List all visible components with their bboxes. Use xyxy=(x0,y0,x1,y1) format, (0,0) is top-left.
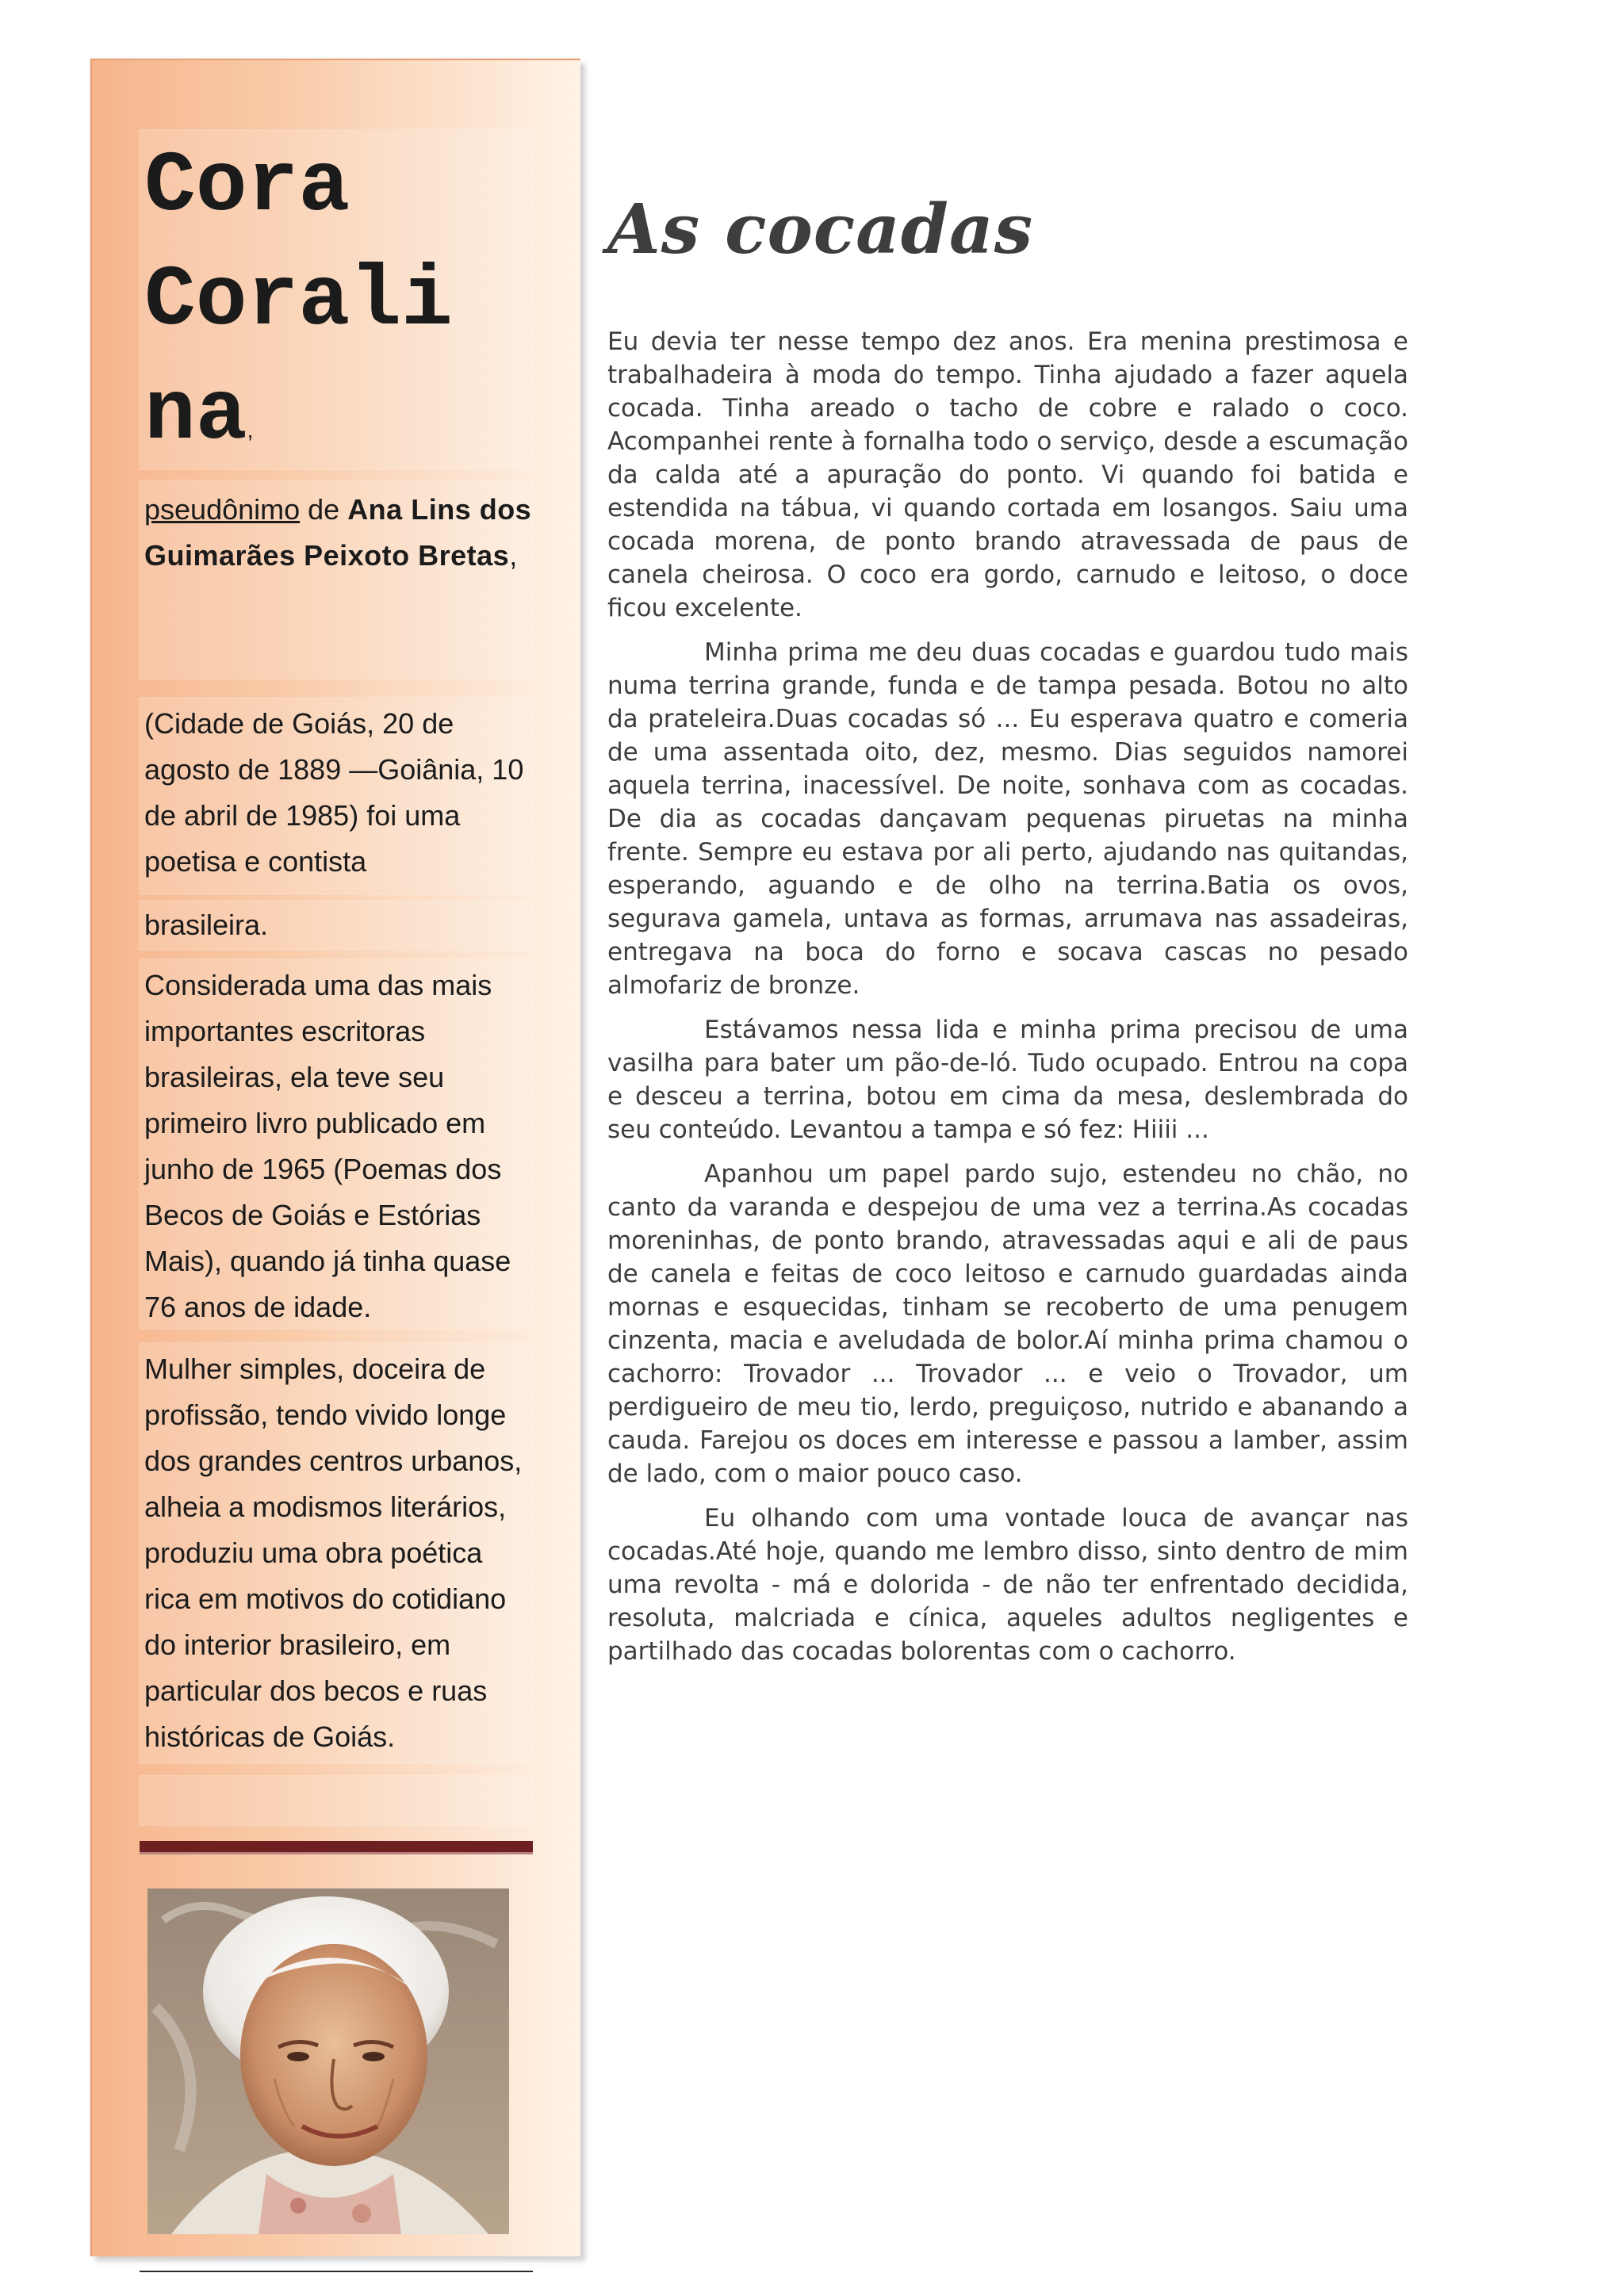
empty-block xyxy=(140,1776,533,1825)
author-name-line-2: Corali xyxy=(144,253,453,350)
author-portrait xyxy=(147,1888,509,2234)
bio-paragraph-3-block xyxy=(140,1343,533,1763)
article-paragraph-4: Apanhou um papel pardo sujo, estendeu no chão, no canto da varanda e despejou de uma vez a terrina.As cocadas moreninhas, de ponto brando, atravessadas aqui e ali de paus de canela e feitas de coco leitoso e carnudo guardadas ainda mornas e esquecidas, tinham se recoberto de uma penugem cinzenta, macia e aveludada de bolor.Aí minha prima chamou o cachorro: Trovador ... Trovador ... e veio o Trovador, um perdigueiro de meu tio, lerdo, preguiçoso, nutrido e abanando a cauda. Farejou os doces em interesse e passou a lamber, assim de lado, com o maior pouco caso. xyxy=(607,1160,1408,1488)
author-name xyxy=(140,130,525,488)
bio-nationality-block xyxy=(140,901,533,950)
author-name-line-3: na xyxy=(144,367,247,464)
author-name-block xyxy=(140,130,533,469)
pseudonym-link[interactable]: pseudônimo xyxy=(144,493,301,526)
article-paragraph-3: Estávamos nessa lida e minha prima precisou de uma vasilha para bater um pão-de-ló. Tudo ocupado. Entrou na copa e desceu a terrina, botou em cima da mesa, deslembrada do seu conteúdo. Levantou a tampa e só fez: Hiiii ... xyxy=(607,1016,1408,1144)
bio-pseudonym-block xyxy=(140,480,533,679)
bio-paragraph-2: Considerada uma das mais importantes escritoras brasileiras, ela teve seu primeiro livro publicado em junho de 1965 (Poemas dos Becos de Goiás e Estórias Mais), quando já tinha quase 76 anos de idade. xyxy=(144,969,511,1323)
real-name: Ana Lins dos Guimarães Peixoto Bretas xyxy=(144,493,532,572)
article-title: As cocadas xyxy=(607,189,1034,270)
bio-nationality: brasileira. xyxy=(144,909,269,941)
bio-paragraph-2-block xyxy=(140,959,533,1329)
bio-pseudonym xyxy=(140,480,533,579)
bio-comma: , xyxy=(509,539,518,572)
bio-dates-block xyxy=(140,698,533,894)
article-paragraph-2: Minha prima me deu duas cocadas e guardou tudo mais numa terrina grande, funda e de tampa pesada. Botou no alto da prateleira.Duas cocadas só ... Eu esperava quatro e comeria de uma assentada oito, dez, mesmo. Dias seguidos namorei aquela terrina, inacessível. De noite, sonhava com as cocadas. De dia as cocadas dançavam pequenas piruetas na minha frente. Sempre eu estava por ali perto, ajudando nas quitandas, esperando, aguando e de olho na terrina.Batia os ovos, segurava gamela, untava as formas, arrumava nas assadeiras, entregava na boca do forno e socava cascas no pesado almofariz de bronze. xyxy=(607,638,1408,1000)
article-paragraph-5: Eu olhando com uma vontade louca de avançar nas cocadas.Até hoje, quando me lembro disso, sinto dentro de mim uma revolta - má e dolorida - de não ter enfrentado decidida, resoluta, malcriada e cínica, aqueles adultos negligentes e partilhado das cocadas bolorentas com o cachorro. xyxy=(607,1504,1408,1666)
author-name-line-1: Cora xyxy=(144,139,350,235)
bio-dates: (Cidade de Goiás, 20 de agosto de 1889 —Goiânia, 10 de abril de 1985) foi uma poetisa e contista xyxy=(144,707,524,878)
article xyxy=(607,190,1408,1679)
article-paragraph-1: Eu devia ter nesse tempo dez anos. Era menina prestimosa e trabalhadeira à moda do tempo. Tinha ajudado a fazer aquela cocada. Tinha areado o tacho de cobre e ralado o coco. Acompanhei rente à fornalha todo o serviço, desde a escumação da calda até a apuração do ponto. Vi quando foi batida e estendida na tábua, vi quando cortada em losangos. Saiu uma cocada morena, de ponto brando atravessada de paus de canela cheirosa. O coco era gordo, carnudo e leitoso, o doce ficou excelente. xyxy=(607,327,1408,622)
author-name-comma: , xyxy=(247,418,254,442)
sidebar-panel xyxy=(90,59,580,2256)
divider-thick xyxy=(140,1841,533,1854)
divider-thin xyxy=(140,2271,533,2272)
bio-paragraph-3: Mulher simples, doceira de profissão, tendo vivido longe dos grandes centros urbanos, alheia a modismos literários, produziu uma obra poética rica em motivos do cotidiano do interior brasileiro, em particular dos becos e ruas históricas de Goiás. xyxy=(144,1353,523,1753)
bio-de: de xyxy=(300,493,348,526)
